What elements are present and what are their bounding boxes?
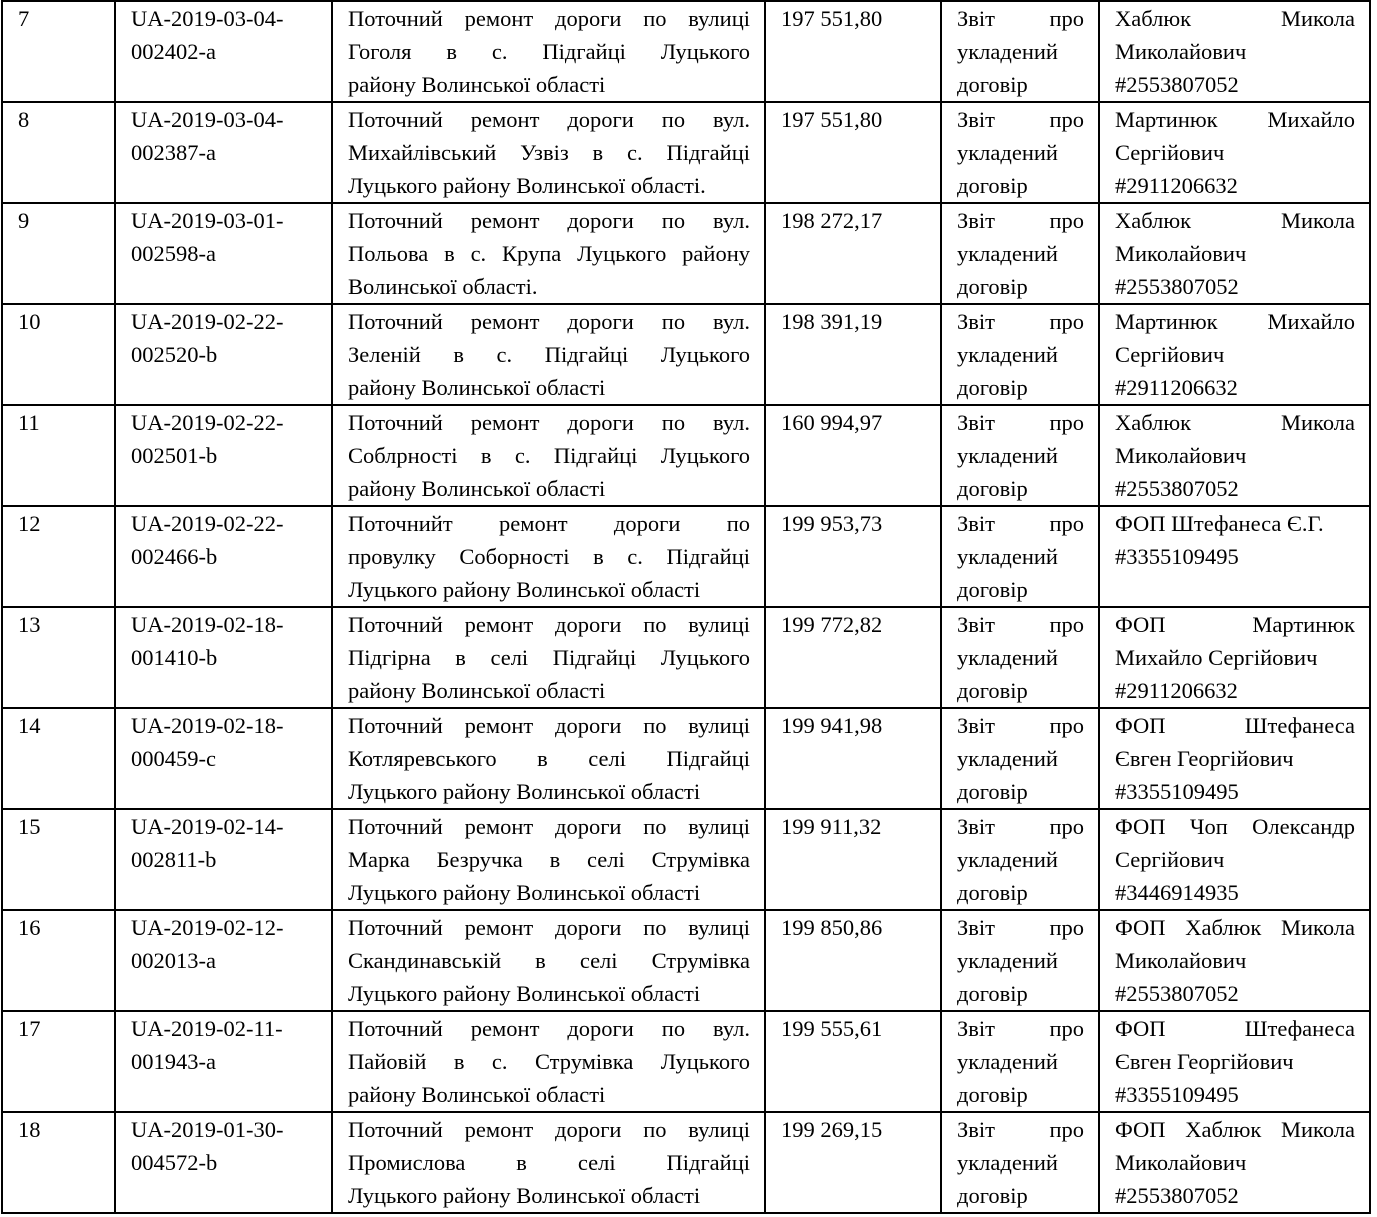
supplier-line: Євген Георгійович <box>1115 746 1294 771</box>
supplier-cell <box>1099 708 1370 809</box>
supplier-line: Миколайович <box>1115 1150 1247 1175</box>
amount-cell <box>765 809 941 910</box>
status-line: укладений <box>957 140 1058 165</box>
row-number-cell <box>2 708 115 809</box>
amount-cell <box>765 607 941 708</box>
description-line: району Волинської області <box>348 1082 606 1107</box>
row-number: 11 <box>18 410 40 435</box>
tender-id-line: UA-2019-02-11- <box>131 1016 283 1041</box>
status-line: договір <box>957 476 1028 501</box>
supplier-line: #2553807052 <box>1115 1183 1239 1208</box>
supplier-line: ФОП Штефанеса Є.Г. <box>1115 511 1324 536</box>
status-line: Звіт про <box>957 713 1084 738</box>
supplier-cell <box>1099 203 1370 304</box>
tender-id-cell <box>115 910 332 1011</box>
supplier-line: #2553807052 <box>1115 981 1239 1006</box>
tender-id-line: UA-2019-02-22- <box>131 309 284 334</box>
supplier-line: #2553807052 <box>1115 476 1239 501</box>
status-line: укладений <box>957 948 1058 973</box>
supplier-line: #3446914935 <box>1115 880 1239 905</box>
supplier-line: #2911206632 <box>1115 173 1238 198</box>
description-cell <box>332 506 765 607</box>
tender-id-line: UA-2019-02-18- <box>131 612 284 637</box>
tender-id-cell <box>115 607 332 708</box>
description-line: Поточний ремонт дороги по вул. <box>348 107 750 132</box>
description-line: Михайлівський Узвіз в с. Підгайці <box>348 140 750 165</box>
table-row <box>2 506 1370 607</box>
row-number-cell <box>2 304 115 405</box>
tender-id-cell <box>115 1 332 102</box>
supplier-line: Сергійович <box>1115 847 1225 872</box>
tender-id-cell <box>115 506 332 607</box>
tender-id-line: UA-2019-03-04- <box>131 6 284 31</box>
amount-cell <box>765 910 941 1011</box>
description-line: Зеленій в с. Підгайці Луцького <box>348 342 750 367</box>
supplier-cell <box>1099 809 1370 910</box>
description-cell <box>332 809 765 910</box>
status-line: Звіт про <box>957 208 1084 233</box>
tender-id-line: UA-2019-02-18- <box>131 713 284 738</box>
supplier-line: ФОП Мартинюк <box>1115 612 1355 637</box>
status-cell <box>941 607 1099 708</box>
status-cell <box>941 1 1099 102</box>
description-cell <box>332 708 765 809</box>
description-line: Луцького району Волинської області. <box>348 173 706 198</box>
table-row <box>2 809 1370 910</box>
supplier-line: Хаблюк Микола <box>1115 6 1355 31</box>
description-line: Котляревського в селі Підгайці <box>348 746 750 771</box>
supplier-cell <box>1099 910 1370 1011</box>
tender-id-line: 001943-a <box>131 1049 216 1074</box>
status-line: договір <box>957 274 1028 299</box>
description-line: Промислова в селі Підгайці <box>348 1150 750 1175</box>
status-cell <box>941 910 1099 1011</box>
status-line: договір <box>957 173 1028 198</box>
table-row <box>2 607 1370 708</box>
tender-id-cell <box>115 1112 332 1213</box>
description-line: Луцького району Волинської області <box>348 1183 701 1208</box>
status-line: Звіт про <box>957 309 1084 334</box>
row-number-cell <box>2 607 115 708</box>
tender-id-line: 002520-b <box>131 342 218 367</box>
tender-id-line: 002402-a <box>131 39 216 64</box>
description-line: Луцького району Волинської області <box>348 779 701 804</box>
tender-id-line: UA-2019-02-14- <box>131 814 284 839</box>
status-cell <box>941 405 1099 506</box>
amount-value: 199 911,32 <box>781 814 882 839</box>
description-line: провулку Соборності в с. Підгайці <box>348 544 750 569</box>
table-row <box>2 1 1370 102</box>
description-line: Пайовій в с. Струмівка Луцького <box>348 1049 750 1074</box>
amount-value: 160 994,97 <box>781 410 883 435</box>
description-line: району Волинської області <box>348 678 606 703</box>
tender-id-cell <box>115 102 332 203</box>
table-row <box>2 203 1370 304</box>
status-line: укладений <box>957 1049 1058 1074</box>
supplier-line: #2553807052 <box>1115 72 1239 97</box>
amount-cell <box>765 1112 941 1213</box>
description-line: Поточний ремонт дороги по вулиці <box>348 915 750 940</box>
row-number: 16 <box>18 915 41 940</box>
description-cell <box>332 1011 765 1112</box>
description-line: Луцького району Волинської області <box>348 981 701 1006</box>
row-number: 17 <box>18 1016 41 1041</box>
supplier-line: Мартинюк Михайло <box>1115 107 1355 132</box>
status-line: укладений <box>957 544 1058 569</box>
row-number: 9 <box>18 208 30 233</box>
row-number: 10 <box>18 309 41 334</box>
status-cell <box>941 203 1099 304</box>
tender-id-cell <box>115 304 332 405</box>
description-line: Поточний ремонт дороги по вулиці <box>348 612 750 637</box>
tender-id-line: UA-2019-02-22- <box>131 511 284 536</box>
amount-cell <box>765 203 941 304</box>
supplier-line: #2911206632 <box>1115 678 1238 703</box>
amount-value: 197 551,80 <box>781 6 883 31</box>
tender-id-cell <box>115 203 332 304</box>
status-line: Звіт про <box>957 6 1084 31</box>
amount-value: 199 941,98 <box>781 713 883 738</box>
tender-id-line: UA-2019-02-22- <box>131 410 284 435</box>
description-line: району Волинської області <box>348 375 606 400</box>
amount-cell <box>765 708 941 809</box>
supplier-line: #2911206632 <box>1115 375 1238 400</box>
status-cell <box>941 506 1099 607</box>
description-line: Поточний ремонт дороги по вул. <box>348 1016 750 1041</box>
description-line: Соблрності в с. Підгайці Луцького <box>348 443 750 468</box>
status-line: укладений <box>957 1150 1058 1175</box>
status-line: Звіт про <box>957 410 1084 435</box>
description-line: Гоголя в с. Підгайці Луцького <box>348 39 750 64</box>
supplier-line: Мартинюк Михайло <box>1115 309 1355 334</box>
row-number-cell <box>2 910 115 1011</box>
table-row <box>2 1112 1370 1213</box>
tender-id-line: 002598-a <box>131 241 216 266</box>
amount-value: 197 551,80 <box>781 107 883 132</box>
table-row <box>2 708 1370 809</box>
tender-id-cell <box>115 708 332 809</box>
description-line: Поточнийт ремонт дороги по <box>348 511 750 536</box>
status-line: договір <box>957 779 1028 804</box>
status-line: Звіт про <box>957 1117 1084 1142</box>
amount-value: 198 391,19 <box>781 309 883 334</box>
status-line: договір <box>957 375 1028 400</box>
status-line: укладений <box>957 39 1058 64</box>
tender-id-line: 001410-b <box>131 645 218 670</box>
status-line: укладений <box>957 645 1058 670</box>
description-line: Поточний ремонт дороги по вулиці <box>348 6 750 31</box>
amount-cell <box>765 405 941 506</box>
status-line: договір <box>957 577 1028 602</box>
status-cell <box>941 1011 1099 1112</box>
row-number: 13 <box>18 612 41 637</box>
status-line: Звіт про <box>957 511 1084 536</box>
row-number-cell <box>2 405 115 506</box>
description-cell <box>332 910 765 1011</box>
row-number: 14 <box>18 713 41 738</box>
description-line: Поточний ремонт дороги по вул. <box>348 410 750 435</box>
status-cell <box>941 809 1099 910</box>
table-row <box>2 1011 1370 1112</box>
status-line: договір <box>957 72 1028 97</box>
row-number-cell <box>2 1011 115 1112</box>
row-number-cell <box>2 102 115 203</box>
status-cell <box>941 1112 1099 1213</box>
amount-value: 199 953,73 <box>781 511 883 536</box>
tender-id-line: UA-2019-01-30- <box>131 1117 284 1142</box>
row-number: 8 <box>18 107 30 132</box>
row-number: 12 <box>18 511 41 536</box>
supplier-line: Миколайович <box>1115 241 1247 266</box>
supplier-line: Хаблюк Микола <box>1115 208 1355 233</box>
description-line: району Волинської області <box>348 72 606 97</box>
tender-id-line: 002387-a <box>131 140 216 165</box>
procurement-table <box>1 0 1371 1214</box>
status-line: укладений <box>957 241 1058 266</box>
description-cell <box>332 304 765 405</box>
supplier-cell <box>1099 607 1370 708</box>
supplier-line: #3355109495 <box>1115 779 1239 804</box>
status-line: укладений <box>957 342 1058 367</box>
status-line: укладений <box>957 847 1058 872</box>
tender-id-line: 002466-b <box>131 544 218 569</box>
supplier-line: Миколайович <box>1115 443 1247 468</box>
supplier-line: ФОП Хаблюк Микола <box>1115 915 1355 940</box>
table-body <box>2 1 1370 1213</box>
status-line: Звіт про <box>957 612 1084 637</box>
description-line: району Волинської області <box>348 476 606 501</box>
supplier-line: Миколайович <box>1115 39 1247 64</box>
description-cell <box>332 203 765 304</box>
supplier-line: Миколайович <box>1115 948 1247 973</box>
status-line: укладений <box>957 443 1058 468</box>
status-line: Звіт про <box>957 915 1084 940</box>
status-line: договір <box>957 1183 1028 1208</box>
supplier-line: Михайло Сергійович <box>1115 645 1318 670</box>
row-number: 15 <box>18 814 41 839</box>
table-row <box>2 304 1370 405</box>
supplier-line: #3355109495 <box>1115 1082 1239 1107</box>
status-cell <box>941 708 1099 809</box>
supplier-cell <box>1099 1112 1370 1213</box>
description-line: Поточний ремонт дороги по вулиці <box>348 713 750 738</box>
amount-value: 198 272,17 <box>781 208 883 233</box>
row-number-cell <box>2 506 115 607</box>
description-line: Поточний ремонт дороги по вулиці <box>348 814 750 839</box>
table-row <box>2 405 1370 506</box>
tender-id-line: 002013-a <box>131 948 216 973</box>
supplier-line: #2553807052 <box>1115 274 1239 299</box>
status-line: договір <box>957 1082 1028 1107</box>
row-number: 18 <box>18 1117 41 1142</box>
supplier-cell <box>1099 1011 1370 1112</box>
description-cell <box>332 1112 765 1213</box>
amount-cell <box>765 304 941 405</box>
tender-id-line: 004572-b <box>131 1150 218 1175</box>
supplier-line: ФОП Штефанеса <box>1115 713 1355 738</box>
supplier-cell <box>1099 405 1370 506</box>
tender-id-line: UA-2019-03-04- <box>131 107 284 132</box>
status-line: Звіт про <box>957 1016 1084 1041</box>
status-line: укладений <box>957 746 1058 771</box>
tender-id-cell <box>115 405 332 506</box>
status-line: договір <box>957 880 1028 905</box>
status-line: Звіт про <box>957 814 1084 839</box>
description-line: Луцького району Волинської області <box>348 880 701 905</box>
amount-value: 199 772,82 <box>781 612 883 637</box>
description-line: Підгірна в селі Підгайці Луцького <box>348 645 750 670</box>
row-number-cell <box>2 1112 115 1213</box>
tender-id-cell <box>115 1011 332 1112</box>
tender-id-line: 002811-b <box>131 847 217 872</box>
supplier-line: Євген Георгійович <box>1115 1049 1294 1074</box>
supplier-line: ФОП Чоп Олександр <box>1115 814 1355 839</box>
row-number: 7 <box>18 6 30 31</box>
status-cell <box>941 102 1099 203</box>
status-line: Звіт про <box>957 107 1084 132</box>
description-cell <box>332 607 765 708</box>
row-number-cell <box>2 203 115 304</box>
description-cell <box>332 405 765 506</box>
supplier-line: Сергійович <box>1115 140 1225 165</box>
description-line: Поточний ремонт дороги по вулиці <box>348 1117 750 1142</box>
status-line: договір <box>957 678 1028 703</box>
tender-id-line: UA-2019-03-01- <box>131 208 284 233</box>
row-number-cell <box>2 1 115 102</box>
description-line: Польова в с. Крупа Луцького району <box>348 241 750 266</box>
tender-id-line: 002501-b <box>131 443 218 468</box>
description-cell <box>332 102 765 203</box>
tender-id-line: UA-2019-02-12- <box>131 915 284 940</box>
description-cell <box>332 1 765 102</box>
supplier-line: ФОП Штефанеса <box>1115 1016 1355 1041</box>
amount-value: 199 850,86 <box>781 915 883 940</box>
supplier-line: ФОП Хаблюк Микола <box>1115 1117 1355 1142</box>
description-line: Поточний ремонт дороги по вул. <box>348 208 750 233</box>
table-row <box>2 102 1370 203</box>
supplier-line: #3355109495 <box>1115 544 1239 569</box>
supplier-line: Сергійович <box>1115 342 1225 367</box>
supplier-line: Хаблюк Микола <box>1115 410 1355 435</box>
amount-value: 199 269,15 <box>781 1117 883 1142</box>
amount-value: 199 555,61 <box>781 1016 883 1041</box>
supplier-cell <box>1099 1 1370 102</box>
tender-id-cell <box>115 809 332 910</box>
amount-cell <box>765 1011 941 1112</box>
tender-id-line: 000459-c <box>131 746 216 771</box>
description-line: Скандинавській в селі Струмівка <box>348 948 750 973</box>
description-line: Поточний ремонт дороги по вул. <box>348 309 750 334</box>
status-cell <box>941 304 1099 405</box>
amount-cell <box>765 1 941 102</box>
supplier-cell <box>1099 506 1370 607</box>
table-row <box>2 910 1370 1011</box>
row-number-cell <box>2 809 115 910</box>
supplier-cell <box>1099 102 1370 203</box>
description-line: Марка Безручка в селі Струмівка <box>348 847 750 872</box>
amount-cell <box>765 102 941 203</box>
status-line: договір <box>957 981 1028 1006</box>
amount-cell <box>765 506 941 607</box>
description-line: Волинської області. <box>348 274 538 299</box>
description-line: Луцького району Волинської області <box>348 577 701 602</box>
supplier-cell <box>1099 304 1370 405</box>
